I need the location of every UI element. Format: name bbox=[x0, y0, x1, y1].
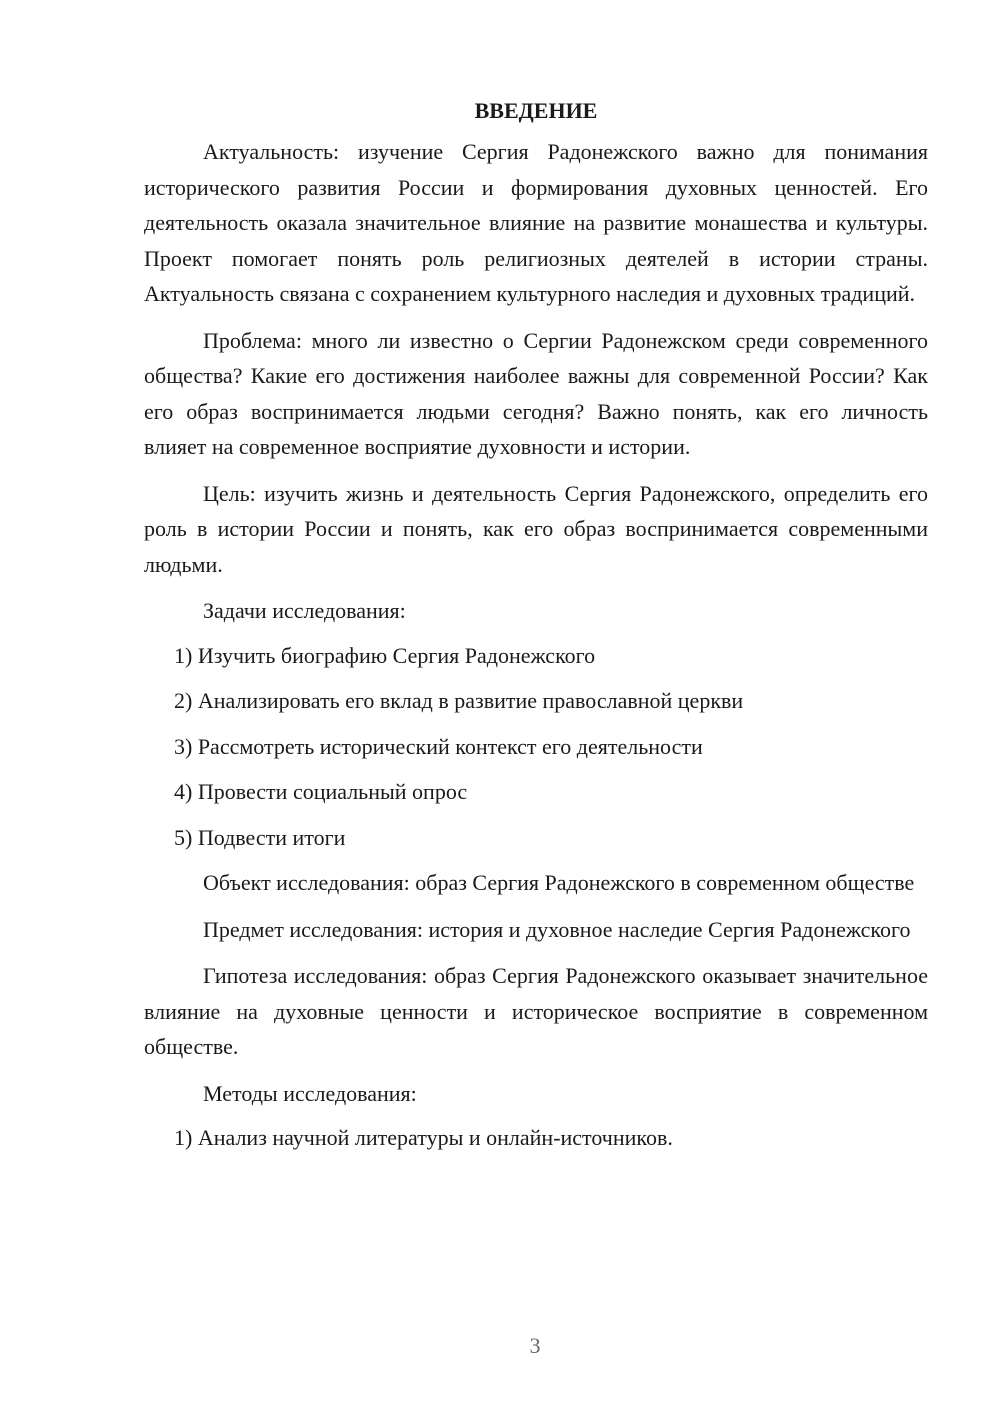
list-item: 5) Подвести итоги bbox=[174, 824, 346, 850]
list-item: 4) Провести социальный опрос bbox=[174, 779, 468, 804]
tasks-heading: Задачи исследования: bbox=[203, 598, 406, 623]
methods-heading: Методы исследования: bbox=[203, 1080, 417, 1106]
goal-paragraph: Цель: изучить жизнь и деятельность Сергия Радонежского, определить его роль в истории России и понять, как его образ воспринимается современными людьми. bbox=[144, 480, 928, 577]
hypothesis-paragraph: Гипотеза исследования: образ Сергия Радонежского оказывает значительное влияние на духовные ценности и историческое восприятие в современном обществе. bbox=[144, 963, 928, 1059]
object-paragraph: Объект исследования: образ Сергия Радонежского в современном обществе bbox=[203, 870, 915, 895]
page-number: 3 bbox=[529, 1333, 541, 1358]
problem-paragraph: Проблема: много ли известно о Сергии Радонежском среди современного общества? Какие его достижения наиболее важны для современной России? Как его образ воспринимается людьми сегодня? Важно понять, как его личность влияет на современное восприятие духовности и истории. bbox=[144, 327, 928, 459]
list-item: 2) Анализировать его вклад в развитие православной церкви bbox=[174, 688, 744, 713]
document-page bbox=[144, 96, 928, 1166]
relevance-paragraph: Актуальность: изучение Сергия Радонежского важно для понимания исторического развития России и формирования духовных ценностей. Его деятельность оказала значительное влияние на развитие монашества и культуры. Проект помогает понять роль религиозных деятелей в истории страны. Актуальность связана с сохранением культурного наследия и духовных традиций. bbox=[144, 139, 928, 306]
page-title: ВВЕДЕНИЕ bbox=[474, 98, 598, 123]
list-item: 1) Анализ научной литературы и онлайн-источников. bbox=[174, 1125, 673, 1150]
list-item: 3) Рассмотреть исторический контекст его деятельности bbox=[174, 733, 703, 759]
list-item: 1) Изучить биографию Сергия Радонежского bbox=[174, 642, 596, 668]
subject-paragraph: Предмет исследования: история и духовное наследие Сергия Радонежского bbox=[203, 916, 911, 942]
methods-list bbox=[144, 1120, 928, 1156]
tasks-list bbox=[144, 638, 928, 856]
